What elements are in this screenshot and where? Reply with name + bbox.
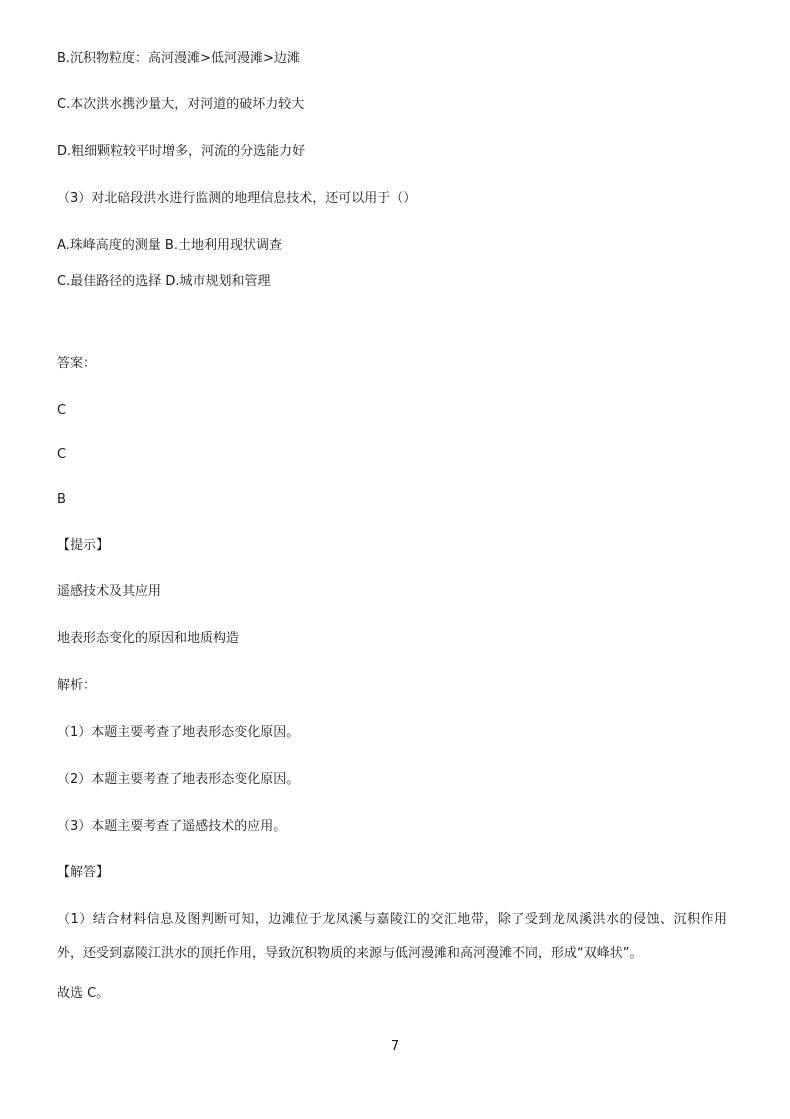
answer-item-3: B bbox=[57, 492, 66, 507]
solution-conclusion: 故选 C。 bbox=[57, 986, 110, 1001]
option-c-q2: C.本次洪水携沙量大，对河道的破坏力较大 bbox=[57, 97, 305, 112]
question-3-options-ab: A.珠峰高度的测量 B.土地利用现状调查 bbox=[57, 238, 282, 253]
page-number: 7 bbox=[390, 1039, 400, 1054]
solution-paragraph: （1）结合材料信息及图判断可知，边滩位于龙凤溪与嘉陵江的交汇地带，除了受到龙凤溪洪水的侵蚀、沉积作用外，还受到嘉陵江洪水的顶托作用，导致沉积物质的来源与低河漫滩和高河漫滩不同，形成“双峰状”。 bbox=[57, 912, 727, 961]
hint-item-1: 遥感技术及其应用 bbox=[57, 584, 162, 599]
analysis-heading: 解析： bbox=[57, 678, 97, 693]
answer-heading: 答案： bbox=[57, 356, 97, 371]
question-3-options-cd: C.最佳路径的选择 D.城市规划和管理 bbox=[57, 274, 271, 289]
answer-item-2: C bbox=[57, 447, 67, 462]
option-b-q2: B.沉积物粒度：高河漫滩>低河漫滩>边滩 bbox=[57, 51, 300, 66]
hint-item-2: 地表形态变化的原因和地质构造 bbox=[57, 631, 240, 646]
analysis-item-1: （1）本题主要考查了地表形态变化原因。 bbox=[57, 725, 300, 740]
option-d-q2: D.粗细颗粒较平时增多，河流的分选能力好 bbox=[57, 144, 306, 159]
answer-item-1: C bbox=[57, 403, 67, 418]
analysis-item-3: （3）本题主要考查了遥感技术的应用。 bbox=[57, 819, 287, 834]
hint-heading: 【提示】 bbox=[57, 538, 110, 553]
question-3-stem: （3）对北碚段洪水进行监测的地理信息技术，还可以用于（） bbox=[57, 191, 417, 206]
solution-heading: 【解答】 bbox=[57, 865, 110, 880]
analysis-item-2: （2）本题主要考查了地表形态变化原因。 bbox=[57, 772, 300, 787]
